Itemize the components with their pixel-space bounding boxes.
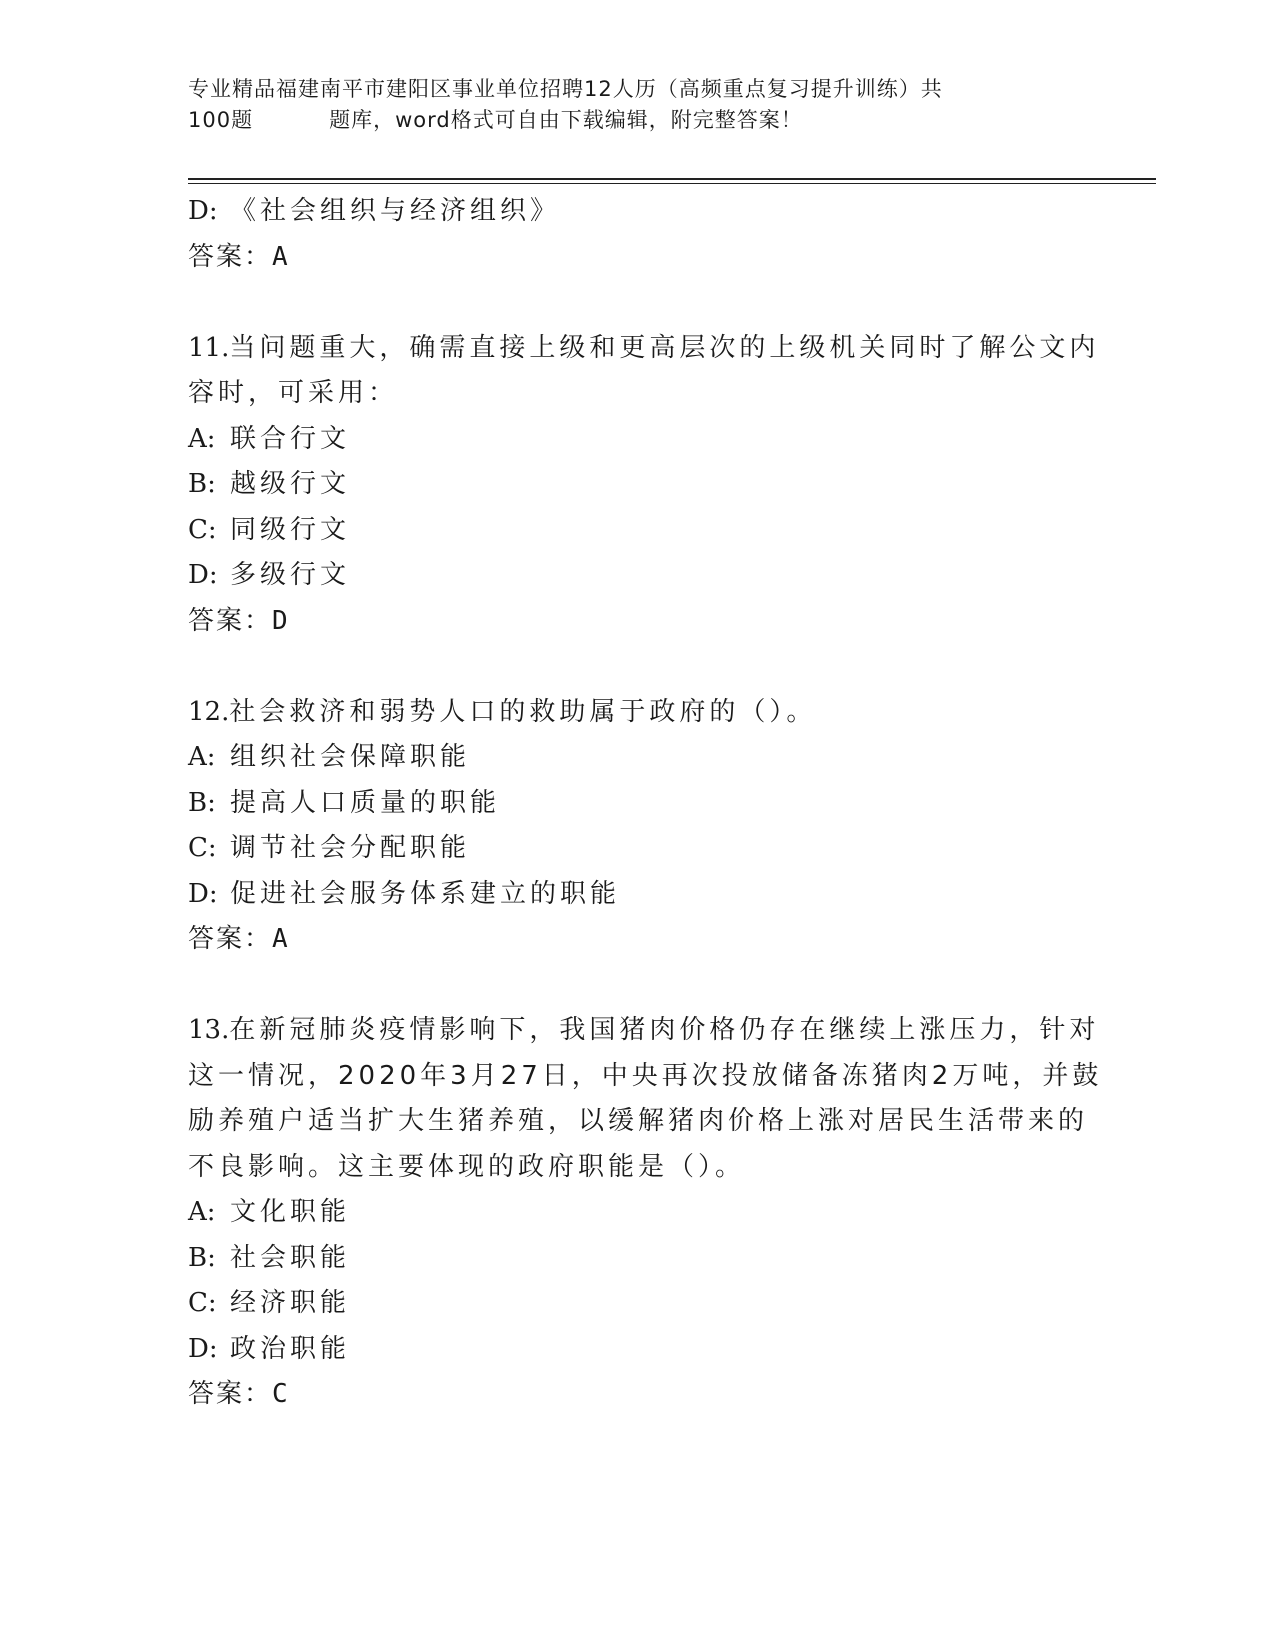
option-text: 经济职能 (230, 1288, 351, 1318)
question-13-option-b (188, 1236, 1088, 1282)
question-13-stem-line-2: 这一情况，2020年3月27日，中央再次投放储备冻猪肉2万吨，并鼓 (188, 1060, 1103, 1091)
option-label: A: (188, 742, 216, 772)
question-13-stem-line-1 (188, 1008, 1100, 1054)
option-text: 社会职能 (230, 1242, 351, 1273)
header-divider-thin (188, 183, 1156, 184)
question-12-stem-line-1 (188, 690, 1088, 736)
answer-label: 答案： (188, 1379, 273, 1409)
answer-label: 答案： (188, 924, 273, 954)
answer-value: A (272, 241, 290, 272)
question-11-answer (188, 599, 1088, 645)
option-label: B: (188, 1242, 216, 1273)
question-11-option-c (188, 508, 1088, 554)
question-text: 社会救济和弱势人口的救助属于政府的（）。 (229, 696, 817, 727)
answer-label: 答案： (188, 605, 273, 636)
prev-answer (188, 235, 1088, 281)
question-11-stem-line-1 (188, 326, 1100, 372)
question-11-option-d (188, 553, 1088, 599)
option-text: 提高人口质量的职能 (230, 787, 501, 818)
question-12-option-a (188, 735, 1088, 781)
answer-value: D (272, 605, 290, 636)
option-label: B: (188, 469, 216, 499)
option-label: D: (188, 196, 218, 226)
question-12-option-d (188, 872, 1088, 918)
option-text: 调节社会分配职能 (230, 833, 471, 863)
question-number: 12. (188, 696, 230, 727)
answer-label: 答案： (188, 241, 273, 272)
question-12-option-b (188, 781, 1088, 827)
option-text: 越级行文 (230, 469, 351, 499)
question-number: 11. (188, 332, 230, 363)
option-label: A: (188, 423, 216, 454)
option-text: 联合行文 (230, 423, 351, 454)
question-number: 13. (188, 1015, 230, 1045)
option-label: D: (188, 560, 218, 590)
question-13-stem-line-4: 不良影响。这主要体现的政府职能是（）。 (188, 1151, 746, 1182)
question-11-option-b (188, 462, 1088, 508)
option-text: 文化职能 (230, 1197, 351, 1227)
question-13-option-c (188, 1281, 1088, 1327)
option-label: C: (188, 833, 217, 863)
question-13-option-d (188, 1327, 1088, 1373)
option-label: D: (188, 1333, 218, 1364)
answer-value: C (272, 1379, 290, 1409)
prev-option-d (188, 189, 1088, 235)
option-text: 促进社会服务体系建立的职能 (230, 878, 621, 909)
header-question-count: 100题 (188, 108, 254, 132)
option-label: D: (188, 878, 218, 909)
option-text: 组织社会保障职能 (230, 742, 471, 772)
option-label: C: (188, 514, 217, 545)
option-label: C: (188, 1288, 217, 1318)
question-13-answer (188, 1372, 1088, 1418)
option-label: B: (188, 787, 216, 818)
question-text: 在新冠肺炎疫情影响下，我国猪肉价格仍存在继续上涨压力，针对 (229, 1015, 1100, 1045)
option-text: 政治职能 (230, 1333, 351, 1364)
document-header (188, 74, 1088, 136)
option-text: 多级行文 (230, 560, 351, 590)
header-line-1: 专业精品福建南平市建阳区事业单位招聘12人历（高频重点复习提升训练）共 (188, 77, 943, 101)
question-12-option-c (188, 826, 1088, 872)
question-13-stem-line-3: 励养殖户适当扩大生猪养殖，以缓解猪肉价格上涨对居民生活带来的 (188, 1106, 1089, 1136)
header-description: 题库，word格式可自由下载编辑，附完整答案！ (329, 108, 803, 132)
header-line-2 (188, 105, 1088, 136)
answer-value: A (272, 924, 290, 954)
question-11-option-a (188, 417, 1088, 463)
question-12-answer (188, 917, 1088, 963)
header-divider-thick (188, 178, 1156, 180)
question-11-stem-line-2: 容时，可采用： (188, 378, 399, 408)
option-label: A: (188, 1197, 216, 1227)
option-text: 同级行文 (230, 514, 351, 545)
question-text: 当问题重大，确需直接上级和更高层次的上级机关同时了解公文内 (229, 332, 1100, 363)
option-text: 《社会组织与经济组织》 (230, 196, 561, 226)
question-list (188, 189, 1103, 1418)
question-13-option-a (188, 1190, 1088, 1236)
